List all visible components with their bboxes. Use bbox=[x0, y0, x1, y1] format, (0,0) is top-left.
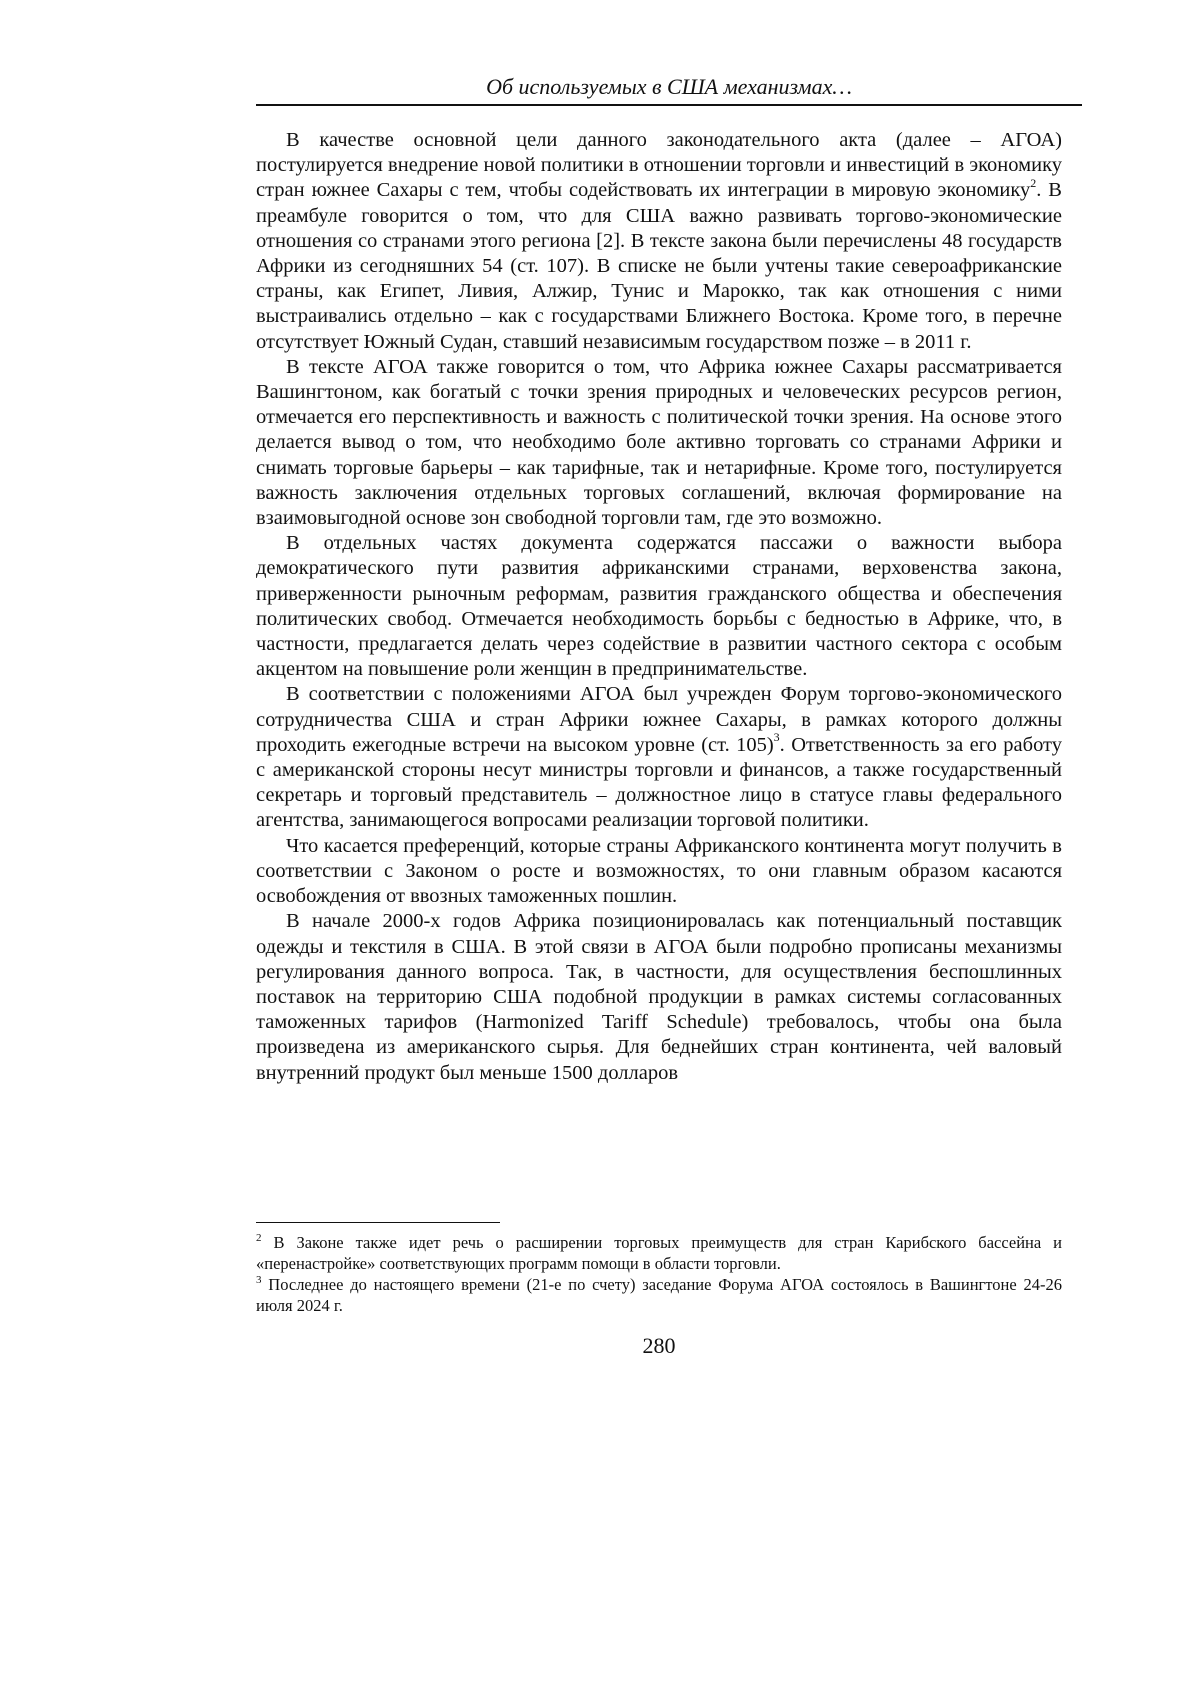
paragraph-text: В качестве основной цели данного законодательного акта (далее – АГОА) постулируется внедрение новой политики в отношении торговли и инвестиций в экономику стран южнее Сахары с тем, чтобы содействовать их интеграции в мировую экономику bbox=[256, 129, 1062, 201]
paragraph: В тексте АГОА также говорится о том, что Африка южнее Сахары рассматривается Вашингтоном, как богатый с точки зрения природных и человеческих ресурсов регион, отмечается его перспективность и важность с политической точки зрения. На основе этого делается вывод о том, что необходимо боле активно торговать со странами Африки и снимать торговые барьеры – как тарифные, так и нетарифные. Кроме того, постулируется важность заключения отдельных торговых соглашений, включая формирование на взаимовыгодной основе зон свободной торговли там, где это возможно. bbox=[256, 355, 1062, 531]
footnote-text: В Законе также идет речь о расширении торговых преимуществ для стран Карибского бассейна и «перенастройке» соответствующих программ помощи в области торговли. bbox=[256, 1233, 1062, 1273]
paragraph bbox=[256, 682, 1062, 833]
paragraph: В начале 2000-х годов Африка позиционировалась как потенциальный поставщик одежды и текстиля в США. В этой связи в АГОА были подробно прописаны механизмы регулирования данного вопроса. Так, в частности, для осуществления беспошлинных поставок на территорию США подобной продукции в рамках системы согласованных таможенных тарифов (Harmonized Tariff Schedule) требовалось, чтобы она была произведена из американского сырья. Для беднейших стран континента, чей валовый внутренний продукт был меньше 1500 долларов bbox=[256, 909, 1062, 1085]
body-text bbox=[256, 128, 1062, 1086]
paragraph bbox=[256, 128, 1062, 355]
footnote bbox=[256, 1232, 1062, 1274]
paragraph-text: . В преамбуле говорится о том, что для США важно развивать торгово-экономические отношения со странами этого региона [2]. В тексте закона были перечислены 48 государств Африки из сегодняшних 54 (ст. 107). В списке не были учтены такие североафриканские страны, как Египет, Ливия, Алжир, Тунис и Марокко, так как отношения с ними выстраивались отдельно – как с государствами Ближнего Востока. Кроме того, в перечне отсутствует Южный Судан, ставший независимым государством позже – в 2011 г. bbox=[256, 179, 1062, 352]
footnote-ref[interactable]: 3 bbox=[774, 730, 780, 744]
paragraph: Что касается преференций, которые страны Африканского континента могут получить в соответствии с Законом о росте и возможностях, то они главным образом касаются освобождения от ввозных таможенных пошлин. bbox=[256, 834, 1062, 910]
paragraph-text: В соответствии с положениями АГОА был учрежден Форум торгово-экономического сотрудничества США и стран Африки южнее Сахары, в рамках которого должны проходить ежегодные встречи на высоком уровне (ст. 105) bbox=[256, 683, 1062, 755]
page-number: 280 bbox=[256, 1332, 1062, 1360]
paragraph: В отдельных частях документа содержатся пассажи о важности выбора демократического пути развития африканскими странами, верховенства закона, приверженности рыночным реформам, развития гражданского общества и обеспечения политических свобод. Отмечается необходимость борьбы с бедностью в Африке, что, в частности, предлагается делать через содействие в развитии частного сектора с особым акцентом на повышение роли женщин в предпринимательстве. bbox=[256, 531, 1062, 682]
footnote-text: Последнее до настоящего времени (21-е по счету) заседание Форума АГОА состоялось в Вашингтоне 24-26 июля 2024 г. bbox=[256, 1275, 1062, 1315]
footnotes bbox=[256, 1232, 1062, 1316]
footnote-ref[interactable]: 2 bbox=[1030, 176, 1036, 190]
footnote bbox=[256, 1274, 1062, 1316]
running-head: Об используемых в США механизмах… bbox=[256, 72, 1082, 102]
footnote-rule bbox=[256, 1222, 500, 1223]
footnote-mark: 3 bbox=[256, 1274, 262, 1286]
footnote-mark: 2 bbox=[256, 1232, 262, 1244]
header-rule bbox=[256, 104, 1082, 106]
paragraph-text: . Ответственность за его работу с американской стороны несут министры торговли и финансов, а также государственный секретарь и торговый представитель – должностное лицо в статусе главы федерального агентства, занимающегося вопросами реализации торговой политики. bbox=[256, 734, 1062, 832]
